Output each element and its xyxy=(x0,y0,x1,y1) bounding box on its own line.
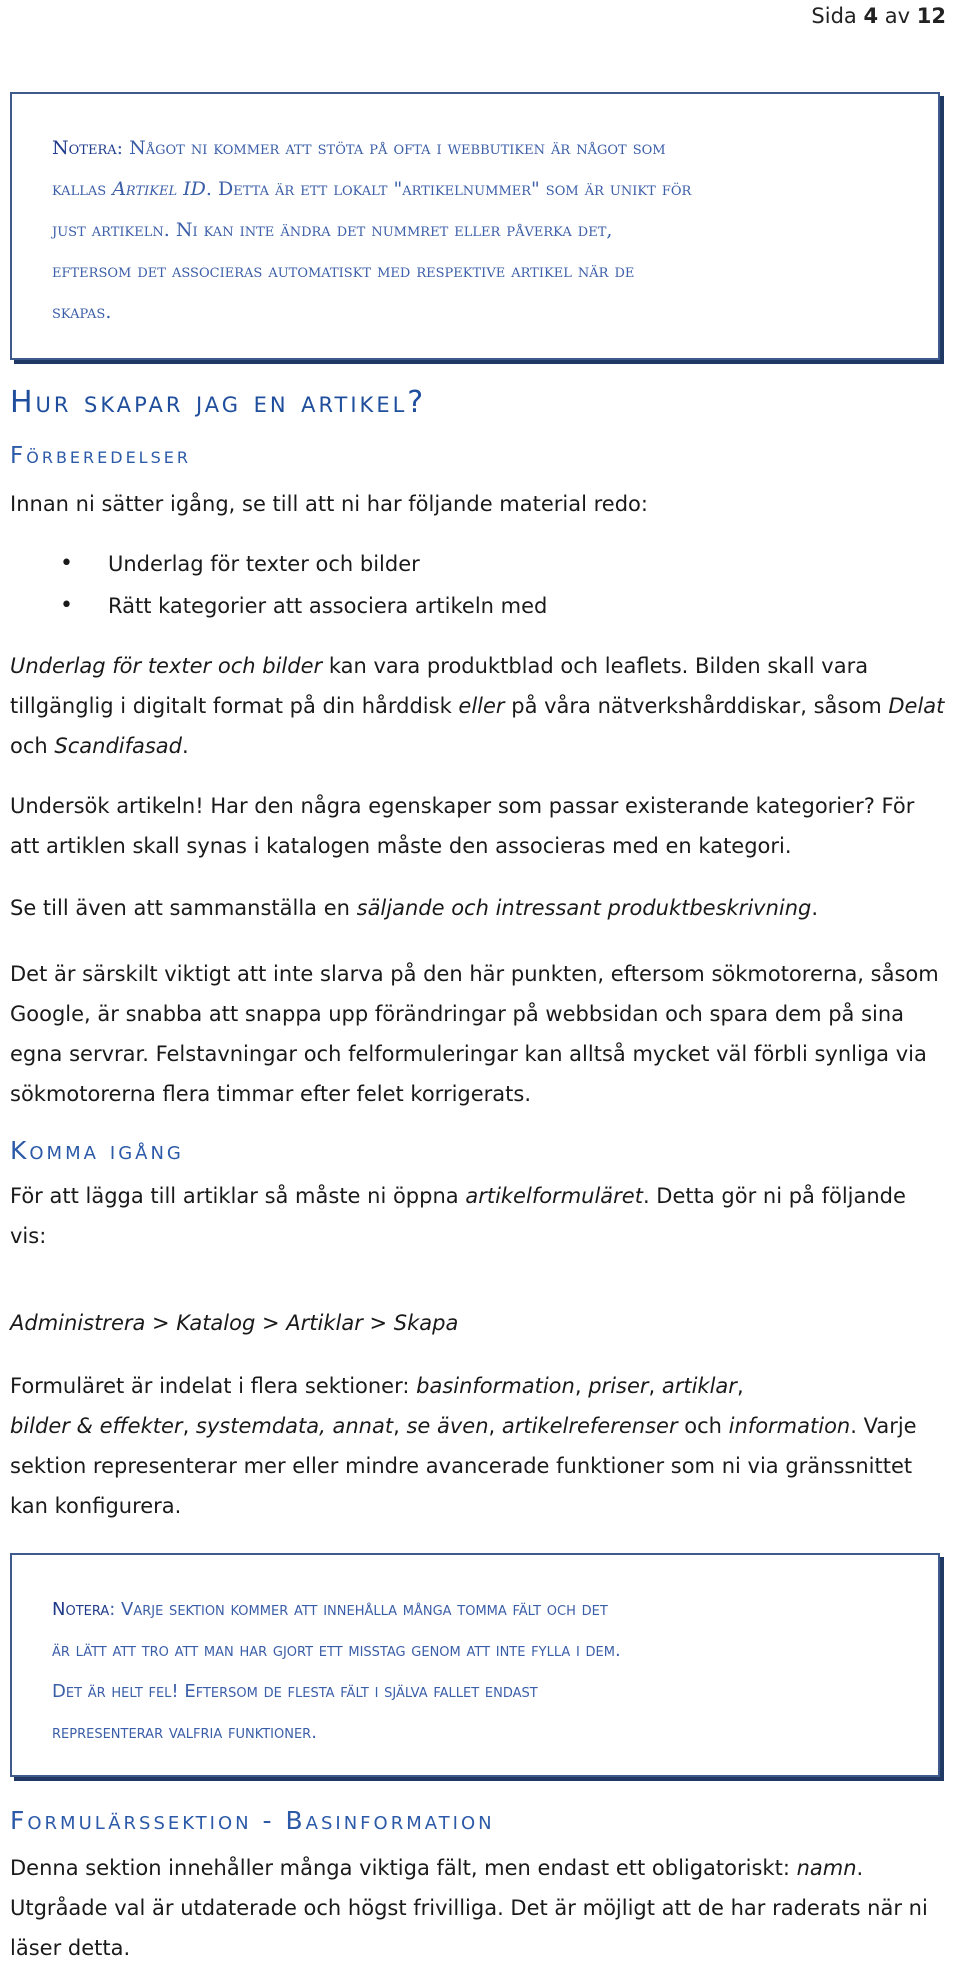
heading-preparations: Förberedelser xyxy=(10,443,191,469)
note-label: Notera xyxy=(52,1599,110,1620)
heading-getting-started: Komma igång xyxy=(10,1136,184,1165)
paragraph-sections: Formuläret är indelat i flera sektioner: basinformation, priser, artiklar, bilder & effekter, systemdata, annat, se även, artikelreferenser och information. Varje sektion representerar mer eller mindre avancerade funktioner som ni via gränssnittet kan konfigurera. xyxy=(10,1374,917,1518)
note-box: Notera: Något ni kommer att stöta på ofta i webbutiken är något som kallas Artikel ID. Detta är ett lokalt "artikelnummer" som är unikt för just artikeln. Ni kan inte ändra det nummret eller påverka det, eftersom det associeras automatiskt med respektive artikel när de skapas. xyxy=(10,92,940,360)
paragraph-material: Underlag för texter och bilder kan vara produktblad och leaflets. Bilden skall vara tillgänglig i digitalt format på din hårddisk eller på våra nätverkshårddiskar, såsom Delat och Scandifasad. xyxy=(10,654,945,758)
paragraph-examine: Undersök artikeln! Har den några egenskaper som passar existerande kategorier? För att artiklen skall synas i katalogen måste den associeras med en kategori. xyxy=(10,794,915,858)
prep-intro: Innan ni sätter igång, se till att ni har följande material redo: xyxy=(10,492,648,516)
page-number: Sida 4 av 12 xyxy=(811,4,946,28)
paragraph-open-form: För att lägga till artiklar så måste ni öppna artikelformuläret. Detta gör ni på följande vis: xyxy=(10,1184,906,1248)
paragraph-description: Se till även att sammanställa en säljande och intressant produktbeskrivning. xyxy=(10,896,819,920)
note-label: Notera xyxy=(52,137,117,159)
paragraph-basic-info: Denna sektion innehåller många viktiga fält, men endast ett obligatoriskt: namn. Utgråade val är utdaterade och högst frivilliga. Det är möjligt att de har raderats när ni läser detta. xyxy=(10,1856,928,1960)
heading-main: Hur skapar jag en artikel? xyxy=(10,385,427,420)
list-item: • Rätt kategorier att associera artikeln med xyxy=(60,585,547,627)
navigation-path: Administrera > Katalog > Artiklar > Skapa xyxy=(10,1311,459,1335)
heading-form-section: Formulärssektion - Basinformation xyxy=(10,1806,495,1835)
paragraph-search-engines: Det är särskilt viktigt att inte slarva på den här punkten, eftersom sökmotorerna, såsom Google, är snabba att snappa upp förändringar på webbsidan och spara dem på sina egna servrar. Felstavningar och felformuleringar kan alltså mycket väl förbli synliga via sökmotorerna flera timmar efter felet korrigerats. xyxy=(10,962,939,1106)
note-box: Notera: Varje sektion kommer att innehålla många tomma fält och det är lätt att tro att man har gjort ett misstag genom att inte fylla i dem. Det är helt fel! Eftersom de flesta fält i själva fallet endast representerar valfria funktioner. xyxy=(10,1553,940,1777)
prep-list xyxy=(60,543,547,627)
list-item: • Underlag för texter och bilder xyxy=(60,543,547,585)
